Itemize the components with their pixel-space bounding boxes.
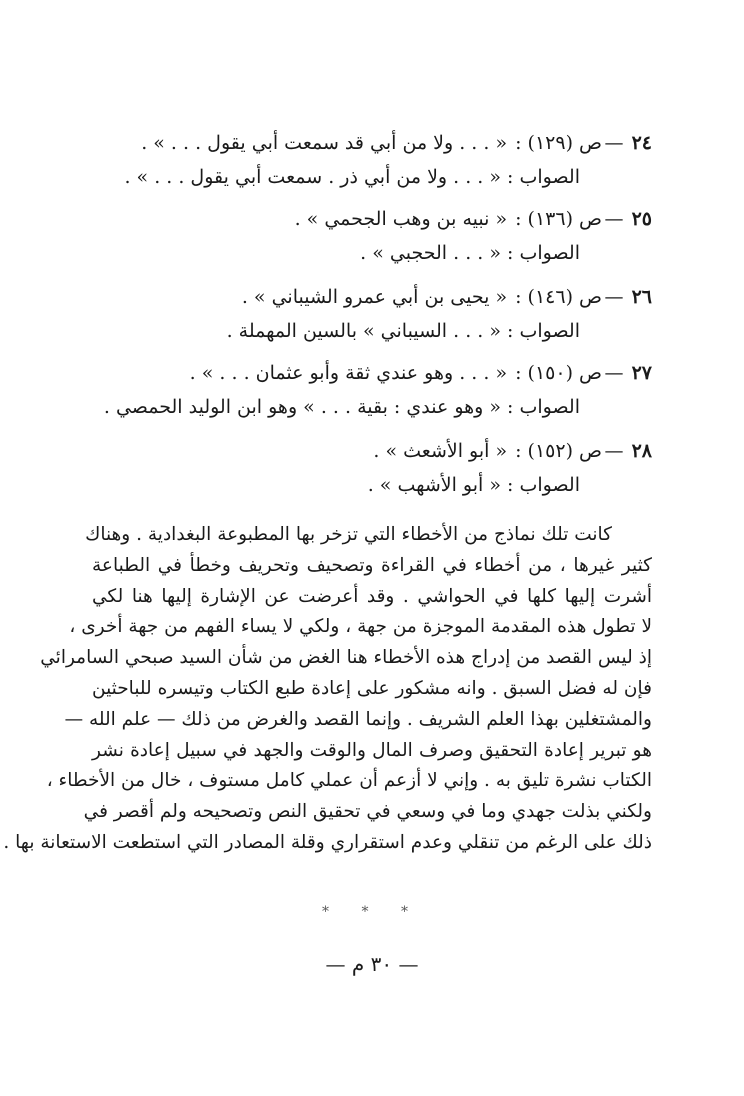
errata-entry-27 [92,356,652,424]
paragraph-line: والمشتغلين بهذا العلم الشريف . وإنما القصد والغرض من ذلك — علم الله — [64,708,652,730]
entry-number: ٢٥ [631,208,652,230]
entry-correction: الصواب : « أبو الأشهب » . [367,474,580,496]
paragraph-line: فإن له فضل السبق . وانه مشكور على إعادة طبع الكتاب وتيسره للباحثين [92,677,652,699]
entry-dash: — [604,440,624,462]
errata-entry-line [92,280,652,314]
entry-error-quote: « يحيى بن أبي عمرو الشيباني » . [241,286,508,308]
entry-page-ref: ص (١٤٦) : [515,286,602,308]
entry-number: ٢٧ [631,362,652,384]
errata-entry-24 [92,126,652,194]
entry-dash: — [604,362,624,384]
errata-entry-line [92,202,652,236]
errata-entry-25 [92,202,652,270]
errata-entry-line [92,434,652,468]
errata-entry-line [92,356,652,390]
entry-error-quote: « أبو الأشعث » . [373,440,508,462]
paragraph-line: كانت تلك نماذج من الأخطاء التي تزخر بها المطبوعة البغدادية . وهناك [85,524,612,545]
entry-number: ٢٨ [631,440,652,462]
section-separator: * * * [322,904,422,920]
paragraph-line: أشرت إليها كلها في الحواشي . وقد أعرضت عن الإشارة إليها هنا لكي [92,585,652,607]
entry-correction: الصواب : « . . . الحجبي » . [360,242,580,264]
entry-correction: الصواب : « وهو عندي : بقية . . . » وهو ابن الوليد الحمصي . [103,396,580,418]
paragraph-line: ذلك على الرغم من تنقلي وعدم استقراري وقلة المصادر التي استطعت الاستعانة بها . [3,831,652,853]
entry-page-ref: ص (١٣٦) : [515,208,602,230]
entry-page-ref: ص (١٢٩) : [515,132,602,154]
paragraph-line: ولكني بذلت جهدي وما في وسعي في تحقيق النص وتصحيحه ولم أقصر في [83,801,652,823]
page-number: — ٣٠ م — [325,952,419,976]
entry-correction: الصواب : « . . . ولا من أبي ذر . سمعت أبي يقول . . . » . [124,166,580,188]
entry-number: ٢٤ [631,132,652,154]
errata-entry-26 [92,280,652,348]
entry-dash: — [604,286,624,308]
body-paragraph [3,520,652,859]
paragraph-line: كثير غيرها ، من أخطاء في القراءة وتصحيف وتحريف وخطأ في الطباعة [92,554,652,576]
entry-error-quote: « . . . ولا من أبي قد سمعت أبي يقول . . . » . [141,132,508,154]
paragraph-line: إذ ليس القصد من إدراج هذه الأخطاء هنا الغض من شأن السيد صبحي السامرائي [40,647,652,669]
entry-number: ٢٦ [631,286,652,308]
entry-error-quote: « نبيه بن وهب الجحمي » . [294,208,508,230]
errata-entry-28 [92,434,652,502]
entry-dash: — [604,208,624,230]
entry-correction: الصواب : « . . . السيباني » بالسين المهملة . [226,320,580,342]
errata-entry-line [92,126,652,160]
entry-page-ref: ص (١٥٠) : [515,362,602,384]
entry-dash: — [604,132,624,154]
entry-error-quote: « . . . وهو عندي ثقة وأبو عثمان . . . » . [189,362,508,384]
paragraph-line: الكتاب نشرة تليق به . وإني لا أزعم أن عملي كامل مستوف ، خال من الأخطاء ، [46,770,652,792]
paragraph-line: هو تبرير إعادة التحقيق وصرف المال والوقت والجهد في سبيل إعادة نشر [92,739,652,761]
paragraph-line: لا تطول هذه المقدمة الموجزة من جهة ، ولكي لا يساء الفهم من جهة أخرى ، [69,616,652,638]
entry-page-ref: ص (١٥٢) : [515,440,602,462]
